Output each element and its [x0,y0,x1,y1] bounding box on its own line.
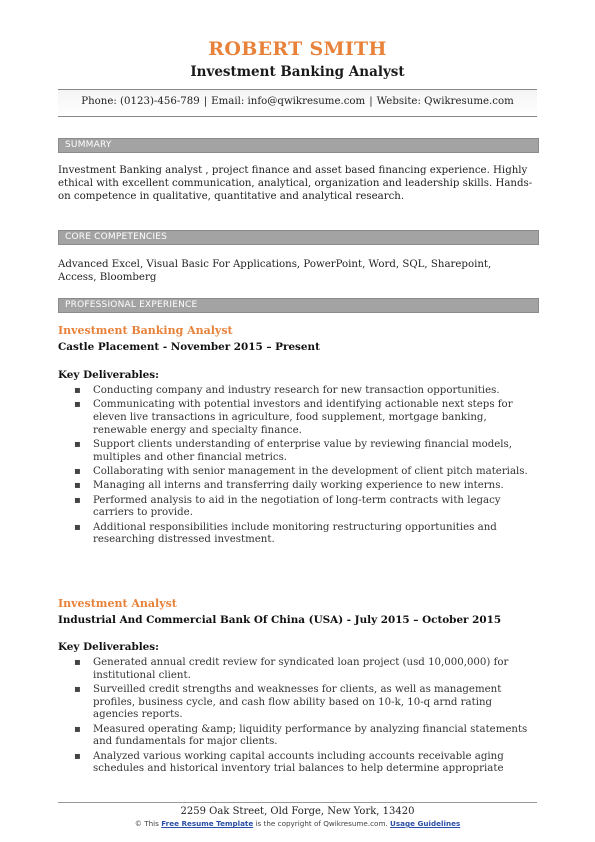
bullet-icon: ▪ [74,521,81,533]
bullet-text: Support clients understanding of enterprise value by reviewing financial models, multiples and other financial metrics. [93,438,513,463]
summary-heading: SUMMARY [65,140,112,150]
bullet-text: Additional responsibilities include monitoring restructuring opportunities and researching distressed investment. [93,521,497,546]
competencies-heading: CORE COMPETENCIES [65,232,168,242]
bullet-text: Analyzed various working capital accounts including accounts receivable aging schedules and historical inventory trial balances to help determine appropriate [93,750,504,775]
key-deliverables-label: Key Deliverables: [58,369,159,381]
bullet-icon: ▪ [74,399,81,411]
bullet-icon: ▪ [74,438,81,450]
usage-guidelines-link[interactable]: Usage Guidelines [390,819,461,828]
bullet-icon: ▪ [74,480,81,492]
list-item [58,439,528,464]
free-resume-template-link[interactable]: Free Resume Template [161,819,254,828]
list-item [58,385,528,398]
job-role: Investment Analyst [58,597,177,610]
bullet-text: Collaborating with senior management in the development of client pitch materials. [93,465,528,477]
bullet-icon: ▪ [74,494,81,506]
list-item [58,751,528,776]
bullet-icon: ▪ [74,385,81,396]
list-item [58,480,528,493]
job-role: Investment Banking Analyst [58,324,233,337]
bullet-text: Generated annual credit review for syndicated loan project (usd 10,000,000) for institutional client. [93,657,509,681]
competencies-section-header [58,230,539,245]
competencies-text: Advanced Excel, Visual Basic For Applications, PowerPoint, Word, SQL, Sharepoint, Access, Bloomberg [58,259,492,284]
bullet-text: Conducting company and industry research for new transaction opportunities. [93,385,500,396]
list-item [58,495,528,520]
bullet-icon: ▪ [74,683,81,695]
experience-heading: PROFESSIONAL EXPERIENCE [65,300,198,310]
contact-separator: | [203,96,208,107]
job-company: Industrial And Commercial Bank Of China (USA) - July 2015 – October 2015 [58,614,502,626]
footer-divider [58,802,537,803]
list-item [58,724,528,749]
email-text: Email: info@qwikresume.com [211,96,366,107]
credit-prefix: © This [134,819,159,828]
bullet-text: Managing all interns and transferring daily working experience to new interns. [93,480,504,492]
summary-section-header [58,138,539,153]
bullet-icon: ▪ [74,657,81,668]
candidate-title: Investment Banking Analyst [190,64,405,80]
list-item [58,522,528,547]
contact-bar [58,89,537,117]
bullet-icon: ▪ [74,723,81,735]
list-item [58,684,528,722]
job-company: Castle Placement - November 2015 – Present [58,341,320,353]
bullet-text: Measured operating &amp; liquidity performance by analyzing financial statements and fundamentals for major clients. [93,723,528,748]
bullet-icon: ▪ [74,750,81,762]
bullet-text: Communicating with potential investors and identifying actionable next steps for eleven live transactions in agriculture, food supplement, mortgage banking, renewable energy and specialty finance. [93,399,513,436]
contact-line [58,96,537,107]
phone-text: Phone: (0123)-456-789 [81,96,200,107]
experience-section-header [58,298,539,313]
footer-credit [0,819,595,828]
footer-address: 2259 Oak Street, Old Forge, New York, 13420 [180,806,415,817]
key-deliverables-label: Key Deliverables: [58,641,159,653]
list-item [58,657,528,682]
bullet-text: Performed analysis to aid in the negotiation of long-term contracts with legacy carriers to provide. [93,494,501,519]
job-2-bullet-list [58,657,528,778]
list-item [58,466,528,479]
bullet-icon: ▪ [74,465,81,477]
summary-text: Investment Banking analyst , project finance and asset based financing experience. Highly ethical with excellent communication, analytical, organization and leadership skills. Hands-on competence in qualitative, quantitative and analytical research. [58,165,533,203]
bullet-text: Surveilled credit strengths and weaknesses for clients, as well as management profiles, business cycle, and cash flow ability based on 10-k, 10-q arnd rating agencies reports. [93,683,502,721]
website-text: Website: Qwikresume.com [376,96,514,107]
credit-middle: is the copyright of Qwikresume.com. [255,819,388,828]
list-item [58,399,528,437]
candidate-name: ROBERT SMITH [208,38,387,60]
job-1-bullet-list [58,385,528,549]
contact-separator: | [369,96,373,107]
